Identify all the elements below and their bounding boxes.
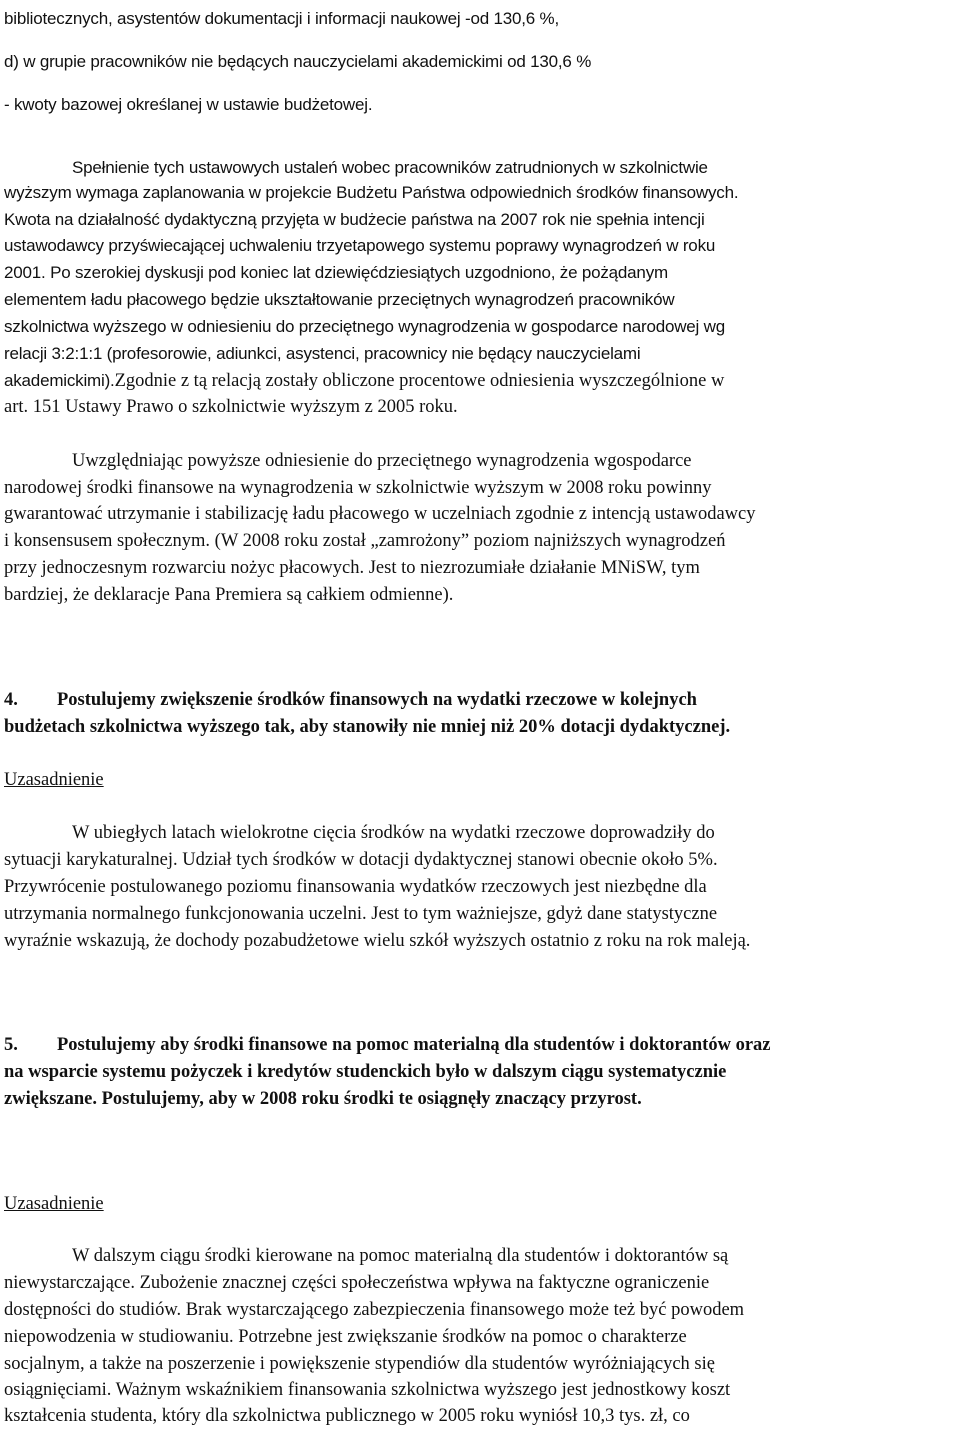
paragraph-line: socjalnym, a także na poszerzenie i powiększenie stypendiów dla studentów wyróżniających się xyxy=(4,1354,715,1374)
paragraph-line: Przywrócenie postulowanego poziomu finansowania wydatków rzeczowych jest niezbędne dla xyxy=(4,877,707,897)
paragraph-line: W ubiegłych latach wielokrotne cięcia środków na wydatki rzeczowe doprowadziły do xyxy=(72,823,715,843)
section-label-uzasadnienie: Uzasadnienie xyxy=(4,1194,104,1214)
paragraph-fragment: 2001. xyxy=(4,263,46,282)
paragraph-line: Spełnienie tych ustawowych ustaleń wobec pracowników zatrudnionych w szkolnictwie xyxy=(72,158,708,177)
point-number: 4. xyxy=(4,690,18,710)
paragraph-line: gwarantować utrzymanie i stabilizację ładu płacowego w uczelniach zgodnie z intencją ustawodawcy xyxy=(4,504,756,524)
paragraph-line: osiągnięciami. Ważnym wskaźnikiem finansowania szkolnictwa wyższego jest jednostkowy koszt xyxy=(4,1380,731,1400)
point-heading: na wsparcie systemu pożyczek i kredytów studenckich było w dalszym ciągu systematycznie xyxy=(4,1062,727,1082)
paragraph-line: i konsensusem społecznym. (W 2008 roku został „zamrożony” poziom najniższych wynagrodzeń xyxy=(4,531,726,551)
paragraph-line: wyższym wymaga zaplanowania w projekcie Budżetu Państwa odpowiednich środków finansowych. xyxy=(4,183,739,202)
paragraph-line: kształcenia studenta, który dla szkolnictwa publicznego w 2005 roku wyniósł 10,3 tys. zł, co xyxy=(4,1406,690,1426)
paragraph-line: szkolnictwa wyższego w odniesieniu do przeciętnego wynagrodzenia w gospodarce narodowej wg xyxy=(4,317,725,336)
point-number: 5. xyxy=(4,1035,18,1055)
paragraph-line: niewystarczające. Zubożenie znacznej części społeczeństwa wpływa na faktyczne ograniczenie xyxy=(4,1273,710,1293)
point-heading: zwiększane. Postulujemy, aby w 2008 roku środki te osiągnęły znaczący przyrost. xyxy=(4,1089,642,1109)
point-heading: Postulujemy aby środki finansowe na pomoc materialną dla studentów i doktorantów oraz xyxy=(57,1035,771,1055)
paragraph-line: Kwota na działalność dydaktyczną przyjęta w budżecie państwa na 2007 rok nie spełnia intencji xyxy=(4,210,705,229)
paragraph-line: przy jednoczesnym rozwarciu nożyc płacowych. Jest to niezrozumiałe działanie MNiSW, tym xyxy=(4,558,700,578)
paragraph-line: bibliotecznych, asystentów dokumentacji i informacji naukowej -od 130,6 %, xyxy=(4,9,559,28)
paragraph-line: ustawodawcy przyświecającej uchwaleniu trzyetapowego systemu poprawy wynagrodzeń w roku xyxy=(4,236,716,255)
point-heading: Postulujemy zwiększenie środków finansowych na wydatki rzeczowe w kolejnych xyxy=(57,690,697,710)
paragraph-line: relacji 3:2:1:1 (profesorowie, adiunkci, asystenci, pracownicy nie będący nauczycielami xyxy=(4,344,641,363)
paragraph-fragment: Po szerokiej dyskusji pod koniec lat dziewięćdziesiątych uzgodniono, że pożądanym xyxy=(50,263,668,282)
point-heading: budżetach szkolnictwa wyższego tak, aby stanowiły nie mniej niż 20% dotacji dydaktycznej. xyxy=(4,717,731,737)
paragraph-line: Uwzględniając powyższe odniesienie do przeciętnego wynagrodzenia wgospodarce xyxy=(72,451,692,471)
paragraph-line: d) w grupie pracowników nie będących nauczycielami akademickimi od 130,6 % xyxy=(4,52,592,71)
paragraph-fragment: akademickimi). xyxy=(4,371,115,390)
paragraph-line: W dalszym ciągu środki kierowane na pomoc materialną dla studentów i doktorantów są xyxy=(72,1246,729,1266)
paragraph-line xyxy=(4,370,724,392)
paragraph-fragment: Zgodnie z tą relacją zostały obliczone procentowe odniesienia wyszczególnione w xyxy=(114,371,725,391)
paragraph-line: bardziej, że deklaracje Pana Premiera są całkiem odmienne). xyxy=(4,585,454,605)
paragraph-line: narodowej środki finansowe na wynagrodzenia w szkolnictwie wyższym w 2008 roku powinny xyxy=(4,478,712,498)
paragraph-line: utrzymania normalnego funkcjonowania uczelni. Jest to tym ważniejsze, gdyż dane statystyczne xyxy=(4,904,718,924)
paragraph-line xyxy=(4,262,668,284)
paragraph-line: niepowodzenia w studiowaniu. Potrzebne jest zwiększanie środków na pomoc o charakterze xyxy=(4,1327,687,1347)
paragraph-line: dostępności do studiów. Brak wystarczającego zabezpieczenia finansowego może też być powodem xyxy=(4,1300,745,1320)
paragraph-line: elementem ładu płacowego będzie ukształtowanie przeciętnych wynagrodzeń pracowników xyxy=(4,290,675,309)
paragraph-line: sytuacji karykaturalnej. Udział tych środków w dotacji dydaktycznej stanowi obecnie około 5%. xyxy=(4,850,718,870)
paragraph-line: - kwoty bazowej określanej w ustawie budżetowej. xyxy=(4,95,373,114)
section-label-uzasadnienie: Uzasadnienie xyxy=(4,770,104,790)
paragraph-line: art. 151 Ustawy Prawo o szkolnictwie wyższym z 2005 roku. xyxy=(4,397,458,417)
paragraph-line: wyraźnie wskazują, że dochody pozabudżetowe wielu szkół wyższych ostatnio z roku na rok maleją. xyxy=(4,931,751,951)
